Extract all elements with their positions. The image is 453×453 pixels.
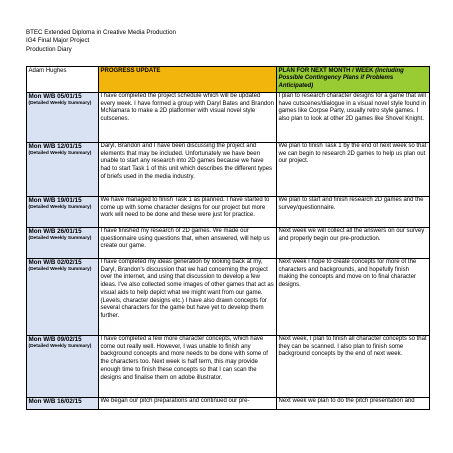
table-header-row (27, 67, 430, 93)
plan-header-subtitle: (Including Possible Contingency Plans if Problems Anticipated) (278, 67, 404, 89)
plan-header-title: PLAN FOR NEXT MONTH / WEEK (278, 67, 374, 74)
production-diary-table (26, 66, 430, 410)
author-name: Adam Hughes (27, 67, 99, 93)
week-cell (27, 142, 99, 196)
progress-cell: Daryl, Brandon and I have been discussing the project and elements that may be included. Unfortunately we have been unable to start any research into 2D games because we have had to start Task 1 of this unit which describes the different types of briefs used in the media industry. (99, 142, 277, 196)
plan-cell: Next week we plan to do the pitch presentation and (277, 397, 430, 409)
week-cell (27, 335, 99, 397)
week-label: Mon W/B 02/02/15 (28, 259, 82, 266)
table-row (27, 92, 430, 142)
plan-cell: Next week I hope to create concepts for more of the characters and backgrounds, and hopefully finish making the concepts and move on to final character designs. (277, 258, 430, 335)
week-label: Mon W/B 05/01/15 (28, 93, 82, 100)
document-header (26, 29, 176, 54)
week-label: Mon W/B 19/01/15 (28, 197, 82, 204)
week-label: Mon W/B 09/02/15 (28, 336, 82, 343)
week-label: Mon W/B 26/01/15 (28, 228, 82, 235)
plan-cell: We plan to start and finish research 2D games and the survey/questionnaire. (277, 196, 430, 227)
week-cell (27, 258, 99, 335)
week-summary-label: (Detailed Weekly Summary) (28, 343, 92, 349)
course-title: BTEC Extended Diploma in Creative Media Production (26, 29, 176, 36)
progress-cell: We began our pitch preparations and continued our pre- (99, 397, 277, 409)
progress-update-header: PROGRESS UPDATE (99, 67, 277, 93)
table-row (27, 142, 430, 196)
progress-cell: I have completed my ideas generation by looking back at my, Daryl, Brandon's discussion that we had concerning the project over the internet, and using that discussion to develop a few ideas. I've also collected some images of other games that act as visual aids to help depict what we might want from our game. (Levels, character designs etc.) I have also drawn concepts for several characters for the game but have yet to develop them further. (99, 258, 277, 335)
week-cell (27, 92, 99, 142)
week-cell (27, 227, 99, 258)
unit-title: IG4 Final Major Project (26, 37, 90, 45)
plan-cell: We plan to finish Task 1 by the end of next week so that we can begin to research 2D games to help us plan out our project. (277, 142, 430, 196)
plan-cell: Next week we will collect all the answers on our survey and properly begin our pre-production. (277, 227, 430, 258)
progress-cell: I have completed a few more character concepts, which have come out really well. However, I was unable to finish any background concepts and more needs to be done with some of the characters too. Next week is half term, this may provide enough time to finish these concepts so that I can scan the designs and finalise them on adobe illustrator. (99, 335, 277, 397)
table-row (27, 335, 430, 397)
week-cell (27, 397, 99, 409)
week-summary-label: (Detailed Weekly Summary) (28, 204, 92, 210)
plan-cell: I plan to research character designs for a game that will have cutscenes/dialogue in a visual novel style found in games like Corpse Party, usually retro style games. I also plan to look at other 2D games like Shovel Knight. (277, 92, 430, 142)
table-row (27, 227, 430, 258)
plan-header (277, 67, 430, 93)
week-label: Mon W/B 16/02/15 (28, 398, 82, 405)
week-summary-label: (Detailed Weekly Summary) (28, 266, 92, 272)
document-title: Production Diary (26, 45, 72, 53)
progress-cell: I have completed the project schedule which will be updated every week. I have formed a group with Daryl Bates and Brandon McNamara to make a 2D platformer with visual novel style cutscenes. (99, 92, 277, 142)
week-label: Mon W/B 12/01/15 (28, 143, 82, 150)
progress-cell: We have managed to finish Task 1 as planned. I have started to come up with some character designs for our project but more work will need to be done and these were just for practice. (99, 196, 277, 227)
table-row (27, 258, 430, 335)
week-summary-label: (Detailed Weekly Summary) (28, 150, 92, 156)
table-row (27, 397, 430, 409)
plan-cell: Next week, I plan to finish all character concepts so that they can be scanned. I also plan to finish some background concepts by the end of next week. (277, 335, 430, 397)
week-summary-label: (Detailed Weekly Summary) (28, 100, 92, 106)
table-row (27, 196, 430, 227)
week-summary-label: (Detailed Weekly Summary) (28, 235, 92, 241)
week-cell (27, 196, 99, 227)
progress-cell: I have finished my research of 2D games. We made our questionnaire using questions that, when answered, will help us create our game. (99, 227, 277, 258)
